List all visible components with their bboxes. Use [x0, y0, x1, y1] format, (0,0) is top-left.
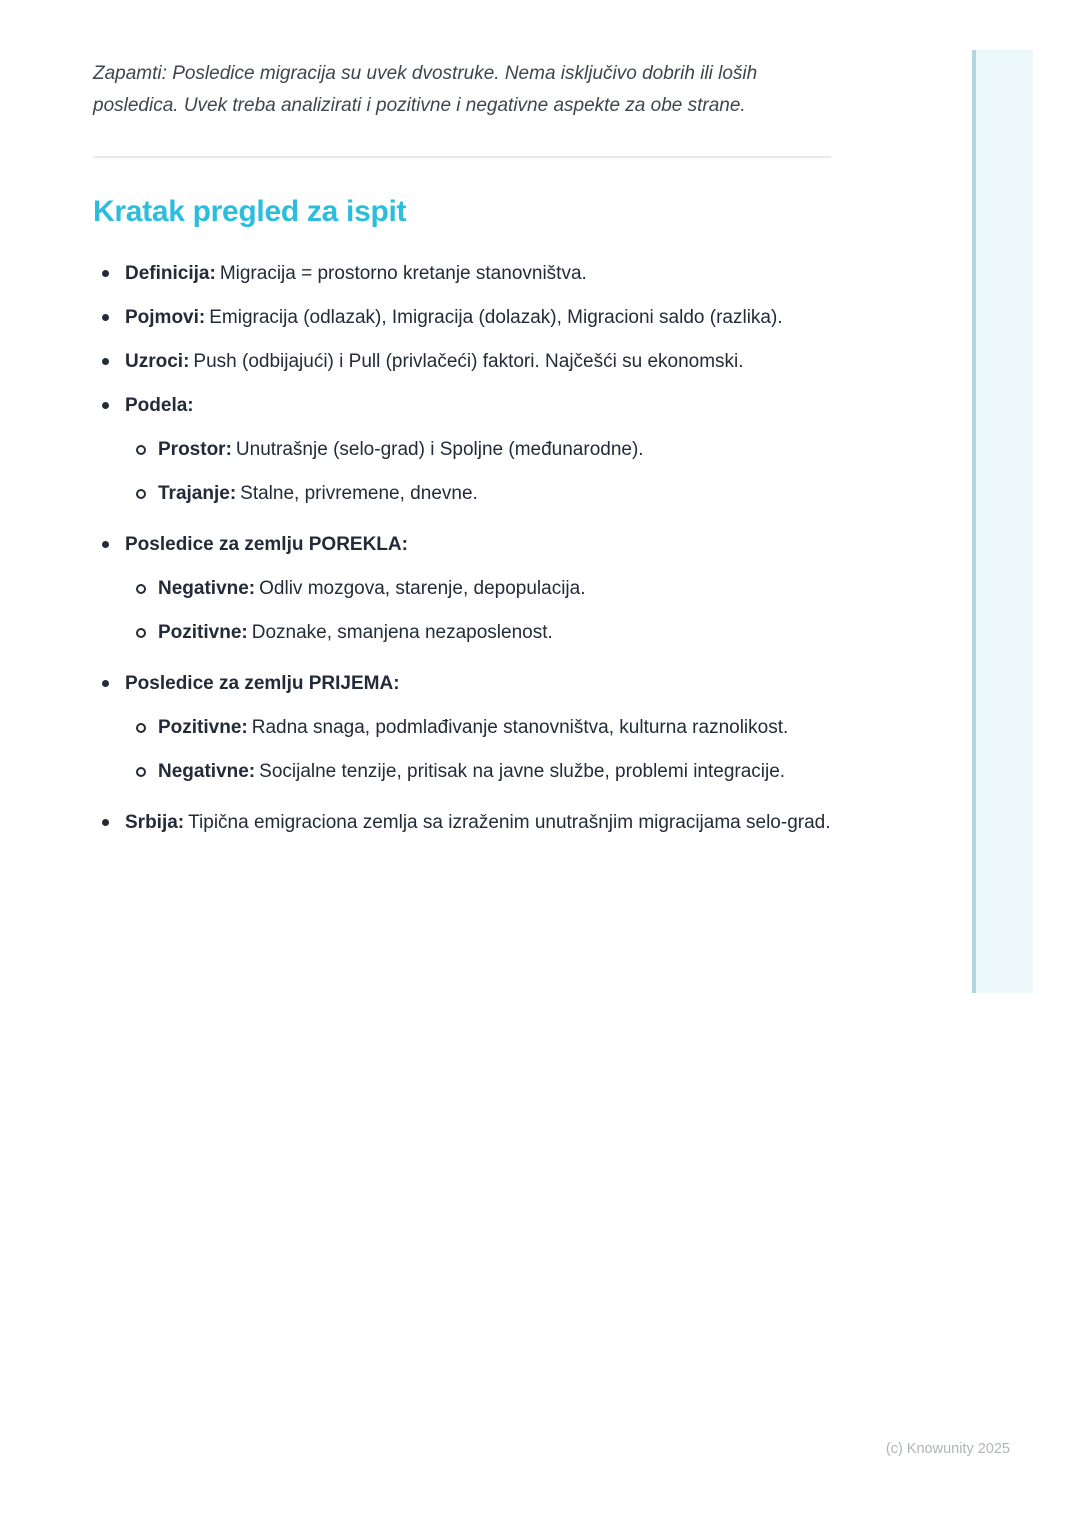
sub-list-item: [125, 477, 831, 510]
sub-list-item: [125, 711, 831, 744]
item-text: Doznake, smanjena nezaposlenost.: [251, 622, 553, 643]
item-text: Emigracija (odlazak), Imigracija (dolazak), Migracioni saldo (razlika).: [209, 307, 783, 328]
item-label: Negativne:: [158, 761, 256, 782]
list-item: [93, 301, 831, 334]
circle-bullet-icon: [125, 755, 158, 788]
list-item: [93, 389, 831, 517]
list-item: [93, 806, 831, 839]
bullet-icon: [93, 528, 125, 656]
circle-bullet-icon: [125, 433, 158, 466]
item-text: Tipična emigraciona zemlja sa izraženim unutrašnjim migracijama selo-grad.: [188, 812, 831, 833]
reminder-note: Zapamti: Posledice migracija su uvek dvostruke. Nema isključivo dobrih ili loših posledica. Uvek treba analizirati i pozitivne i negativne aspekte za obe strane.: [93, 63, 758, 116]
item-text: Stalne, privremene, dnevne.: [240, 483, 478, 504]
sub-list: [125, 433, 831, 510]
item-label: Posledice za zemlju PRIJEMA:: [125, 673, 400, 694]
sub-list: [125, 572, 831, 649]
item-label: Uzroci:: [125, 351, 190, 372]
item-label: Trajanje:: [158, 483, 237, 504]
item-label: Srbija:: [125, 812, 185, 833]
side-accent-bar: [972, 50, 1033, 993]
sub-list-item: [125, 433, 831, 466]
item-text: Radna snaga, podmlađivanje stanovništva, kulturna raznolikost.: [251, 717, 789, 738]
item-label: Pojmovi:: [125, 307, 206, 328]
circle-bullet-icon: [125, 572, 158, 605]
item-text: Migracija = prostorno kretanje stanovništva.: [219, 263, 587, 284]
section-heading: Kratak pregled za ispit: [93, 195, 407, 228]
footer-copyright: (c) Knowunity 2025: [885, 1441, 1010, 1457]
section-divider: [93, 156, 831, 158]
item-label: Prostor:: [158, 439, 232, 460]
item-label: Definicija:: [125, 263, 216, 284]
list-item: [93, 667, 831, 795]
bullet-icon: [93, 257, 125, 290]
bullet-icon: [93, 389, 125, 517]
list-item: [93, 528, 831, 656]
list-item: [93, 345, 831, 378]
sub-list-item: [125, 616, 831, 649]
item-label: Posledice za zemlju POREKLA:: [125, 534, 408, 555]
list-item: [93, 257, 831, 290]
circle-bullet-icon: [125, 711, 158, 744]
summary-list: [93, 257, 831, 839]
sub-list-item: [125, 572, 831, 605]
item-label: Podela:: [125, 395, 194, 416]
item-label: Pozitivne:: [158, 717, 248, 738]
sub-list: [125, 711, 831, 788]
bullet-icon: [93, 667, 125, 795]
bullet-icon: [93, 345, 125, 378]
circle-bullet-icon: [125, 477, 158, 510]
item-text: Unutrašnje (selo-grad) i Spoljne (međunarodne).: [235, 439, 644, 460]
item-text: Odliv mozgova, starenje, depopulacija.: [259, 578, 586, 599]
document-page: [93, 0, 831, 850]
item-text: Push (odbijajući) i Pull (privlačeći) faktori. Najčešći su ekonomski.: [193, 351, 744, 372]
bullet-icon: [93, 301, 125, 334]
sub-list-item: [125, 755, 831, 788]
item-label: Pozitivne:: [158, 622, 248, 643]
item-text: Socijalne tenzije, pritisak na javne službe, problemi integracije.: [259, 761, 786, 782]
item-label: Negativne:: [158, 578, 256, 599]
bullet-icon: [93, 806, 125, 839]
circle-bullet-icon: [125, 616, 158, 649]
